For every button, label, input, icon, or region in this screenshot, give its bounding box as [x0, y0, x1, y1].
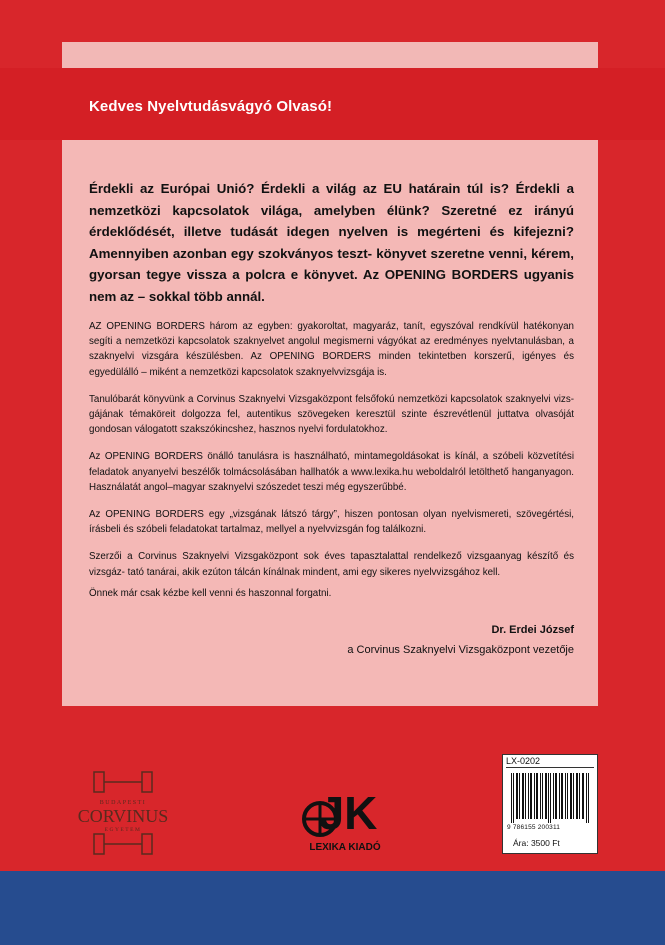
page-title: Kedves Nyelvtudásvágyó Olvasó!: [89, 98, 333, 115]
lexika-emblem-icon: [300, 775, 390, 855]
body-paragraph-3: Az OPENING BORDERS önálló tanulásra is használható, mintamegoldásokat is kínál, a szóbeli közvetítési feladatok anyanyelvi beszélők tolmácsolásában hallhatók a www.lexika.hu weboldalról letölthető hanganyagon. Használatát angol–magyar szaknyelvi szószedet teszi még egyszerűbbé.: [89, 451, 574, 493]
corvinus-main-text: CORVINUS: [77, 806, 169, 826]
body-paragraph-5: Szerzői a Corvinus Szaknyelvi Vizsgaközpont sok éves tapasztalattal rendelkező vizsgaanyag készítő és vizsgáz- tató tanárai, akik ezúton tálcán kínálnak mindent, ami egy sikeres nyelvvizsgához kell.: [89, 551, 574, 578]
body-paragraph-2: Tanulóbarát könyvünk a Corvinus Szaknyelvi Vizsgaközpont felsőfokú nemzetközi kapcsolatok szaknyelvi vizs- gájának témaköreit dolgozza fel, autentikus szövegeken keresztül szinte észrevétlenül juttatva olvasóját gondosan válogatott szakszókincshez, hasznos nyelvi fordulatokhoz.: [89, 393, 574, 436]
corvinus-emblem-icon: [60, 770, 185, 860]
barcode-box: [502, 754, 598, 854]
intro-paragraph: Érdekli az Európai Unió? Érdekli a világ az EU határain túl is? Érdekli a nemzetközi kapcsolatok világa, amelyben élünk? Szeretné ez irányú érdeklődését, illetve tudását idegen nyelven is megérteni és kifejezni? Amennyiben azonban egy szokványos teszt- könyvet szeretne venni, kérem, gyorsan tegye vissza a polcra e könyvet. Az OPENING BORDERS ugyanis nem az – sokkal több annál.: [89, 181, 574, 304]
corvinus-bottom-text: EGYETEM: [104, 827, 142, 833]
main-content: [89, 178, 574, 613]
body-paragraph-4: Az OPENING BORDERS egy „vizsgának látszó tárgy”, hiszen pontosan olyan nyelvismereti, szövegértési, írásbeli és szóbeli feladatokat tartalmaz, mellyel a nyelvvizsgán fog találkozni.: [89, 509, 574, 536]
corvinus-top-text: BUDAPESTI: [99, 800, 147, 806]
signature-name: Dr. Erdei József: [491, 624, 574, 636]
product-code: LX-0202: [506, 755, 594, 768]
signature-block: [89, 624, 574, 656]
barcode-icon: [511, 773, 591, 823]
price-label: Ára: 3500 Ft: [513, 838, 560, 848]
body-paragraph-6: Önnek már csak kézbe kell venni és haszonnal forgatni.: [89, 587, 332, 599]
bottom-band: [0, 871, 665, 945]
corvinus-logo: [60, 770, 185, 860]
lexika-name: LEXIKA KIADÓ: [309, 842, 381, 853]
signature-role: a Corvinus Szaknyelvi Vizsgaközpont vezetője: [347, 644, 574, 656]
top-pink-strip: [62, 42, 598, 68]
body-paragraph-1: AZ OPENING BORDERS három az egyben: gyakoroltat, magyaráz, tanít, egyszóval rendkívül hatékonyan segíti a nemzetközi kapcsolatok szaknyelvet angolul megismerni vágyókat az eredményes nyelvtanulásban, a szaknyelvi vizsgára készülésben. Az OPENING BORDERS minden tekintetben korszerű, igényes és egyedülálló – miként a nemzetközi kapcsolatok szaknyelvvizsgája is.: [89, 321, 574, 378]
lexika-letters: JK: [318, 787, 378, 839]
barcode-digits: 9 786155 200311: [507, 824, 561, 831]
lexika-logo: [300, 775, 390, 855]
